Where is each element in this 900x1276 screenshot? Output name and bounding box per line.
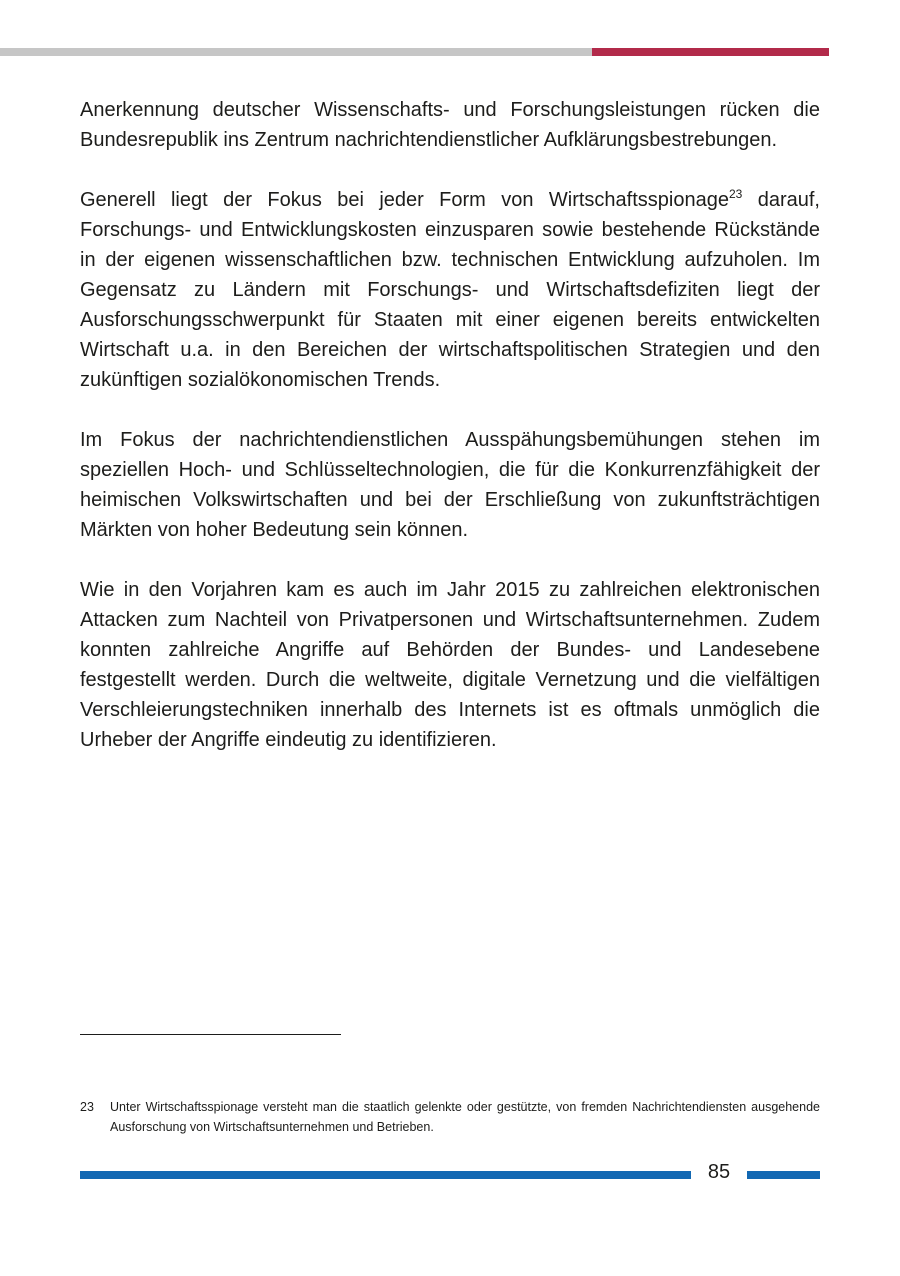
footnote-separator [80,1034,341,1035]
paragraph-4: Wie in den Vorjahren kam es auch im Jahr 2015 zu zahlreichen elektronischen Attacken zum Nachteil von Privatpersonen und Wirtschaftsunternehmen. Zudem konnten zahlreiche Angriffe auf Behörden der Bundes- und Landesebene festgestellt werden. Durch die weltweite, digitale Vernetzung und die vielfältigen Verschleierungstechniken innerhalb des Internets ist es oftmals unmöglich die Urheber der Angriffe eindeutig zu identifizieren. [80,579,820,751]
top-bar-accent [592,48,829,56]
paragraph-3: Im Fokus der nachrichtendienstlichen Ausspähungsbemühungen stehen im speziellen Hoch- und Schlüsseltechnologien, die für die Konkurrenzfähigkeit der heimischen Volkswirtschaften und bei der Erschließung von zukunftsträchtigen Märkten von hoher Bedeutung sein können. [80,429,820,541]
body-text [80,95,820,785]
paragraph-2 [80,185,820,395]
paragraph-2-text-start: Generell liegt der Fokus bei jeder Form von Wirtschaftsspionage [80,189,729,211]
paragraph-2-text-end: darauf, Forschungs- und Entwicklungskosten einzusparen sowie bestehende Rückstände in der eigenen wissenschaftlichen bzw. technischen Entwicklung aufzuholen. Im Gegensatz zu Ländern mit Forschungs- und Wirtschaftsdefiziten liegt der Ausforschungsschwerpunkt für Staaten mit einer eigenen bereits entwickelten Wirtschaft u.a. in den Bereichen der wirtschaftspolitischen Strategien und den zukünftigen sozialökonomischen Trends. [80,189,820,391]
paragraph-1: Anerkennung deutscher Wissenschafts- und Forschungsleistungen rücken die Bundesrepublik ins Zentrum nachrichtendienstlicher Aufklärungsbestrebungen. [80,99,820,151]
footnote-number: 23 [80,1100,94,1114]
footnote-reference[interactable]: 23 [728,187,743,201]
footnote [80,1097,820,1137]
bottom-bar-left [80,1171,691,1179]
footnote-text: Unter Wirtschaftsspionage versteht man die staatlich gelenkte oder gestützte, von fremden Nachrichtendiensten ausgehende Ausforschung von Wirtschaftsunternehmen und Betrieben. [110,1100,820,1134]
bottom-bar-right [747,1171,820,1179]
top-bar-grey [0,48,592,56]
page-number: 85 [707,1161,731,1183]
